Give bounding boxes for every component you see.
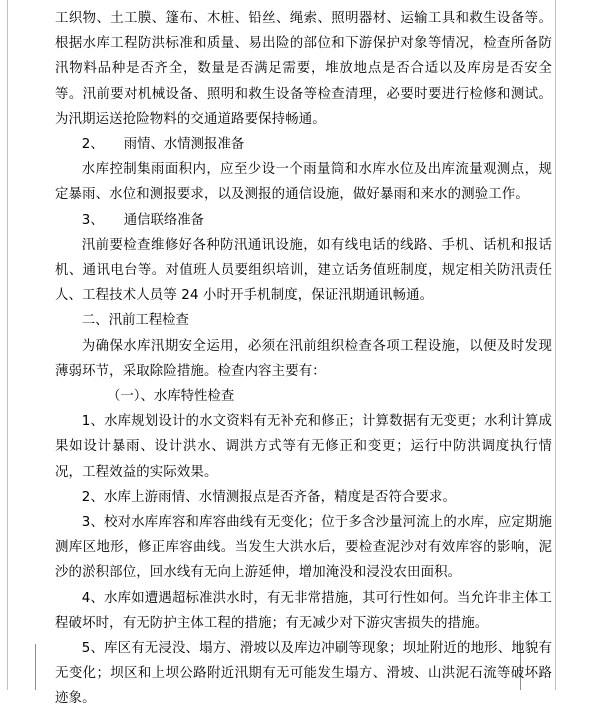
heading-number: 2、 xyxy=(81,137,104,153)
heading-rain-water-report xyxy=(55,132,552,157)
heading-title: 通信联络准备 xyxy=(123,212,205,228)
paragraph-item-5: 5、库区有无浸没、塌方、滑坡以及库边冲刷等现象；坝址附近的地形、地貌有无变化；坝区和上坝公路附近汛期有无可能发生塌方、滑坡、山洪泥石流等破坏路迹象。 xyxy=(55,641,552,707)
heading-communication xyxy=(55,208,552,233)
heading-title: 雨情、水情测报准备 xyxy=(123,137,245,153)
paragraph-rain-water-report: 水库控制集雨面积内，应至少设一个雨量筒和水库水位及出库流量观测点，规定暴雨、水位和测报要求，以及测报的通信设施，做好暴雨和来水的测验工作。 xyxy=(55,162,552,203)
paragraph-item-4: 4、水库如遭遇超标准洪水时，有无非常措施，其可行性如何。当允许非主体工程破坏时，有无防护主体工程的措施；有无减少对下游灾害损失的措施。 xyxy=(55,590,552,631)
paragraph-communication: 汛前要检查维修好各种防汛通讯设施，如有线电话的线路、手机、话机和报话机、通讯电台等。对值班人员要组织培训，建立话务值班制度，规定相关防汛责任人、工程技术人员等 24 小时开手机制度，保证汛期通讯畅通。 xyxy=(55,237,552,304)
heading-reservoir-characteristics: （一）、水库特性检查 xyxy=(107,389,235,405)
document-body xyxy=(55,6,552,712)
paragraph-item-1: 1、水库规划设计的水文资料有无补充和修正；计算数据有无变更；水利计算成果如设计暴雨、设计洪水、调洪方式等有无修正和变更；运行中防洪调度执行情况，工程效益的实际效果。 xyxy=(55,414,552,480)
paragraph-materials: 工织物、土工膜、篷布、木桩、铅丝、绳索、照明器材、运输工具和救生设备等。根据水库工程防洪标准和质量、易出险的部位和下游保护对象等情况，检查所备防汛物料品种是否齐全，数量是否满足需要，堆放地点是否合适以及库房是否安全等。汛前要对机械设备、照明和救生设备等检查清理，必要时要进行检修和测试。为汛期运送抢险物料的交通道路要保持畅通。 xyxy=(55,11,552,127)
paragraph-item-3: 3、校对水库库容和库容曲线有无变化；位于多含沙量河流上的水库，应定期施测库区地形，修正库容曲线。当发生大洪水后，要检查泥沙对有效库容的影响，泥沙的淤积部位，回水线有无向上游延伸，增加淹没和浸没农田面积。 xyxy=(55,515,552,581)
heading-pre-flood-inspection: 二、汛前工程检查 xyxy=(81,313,189,329)
paragraph-pre-flood-inspection: 为确保水库汛期安全运用，必须在汛前组织检查各项工程设施，以便及时发现薄弱环节，采取除险措施。检查内容主要有： xyxy=(55,338,552,379)
paragraph-item-2: 2、水库上游雨情、水情测报点是否齐备，精度是否符合要求。 xyxy=(81,489,457,505)
page-left-border xyxy=(7,0,8,690)
page-right-border xyxy=(555,0,556,690)
heading-number: 3、 xyxy=(81,212,104,228)
margin-corner-mark-left xyxy=(35,644,36,690)
